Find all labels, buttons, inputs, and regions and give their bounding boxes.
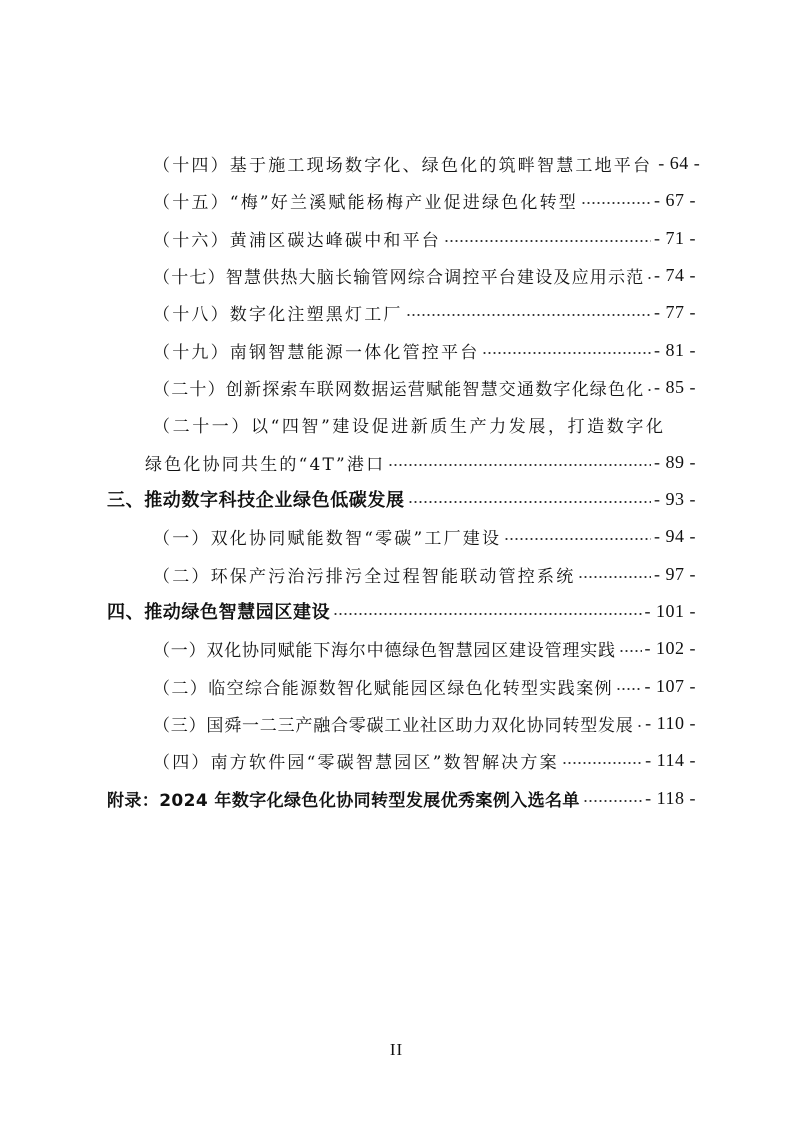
- toc-leader-dots: [578, 571, 651, 583]
- toc-entry-21-line1[interactable]: [153, 410, 696, 438]
- toc-entry-text: （一）双化协同赋能下海尔中德绿色智慧园区建设管理实践: [153, 640, 616, 661]
- toc-page-number: - 110 -: [645, 712, 696, 733]
- toc-section-4[interactable]: [107, 597, 696, 625]
- toc-entry-text: （十五）“梅”好兰溪赋能杨梅产业促进绿色化转型: [153, 192, 578, 213]
- toc-entry-text: （三）国舜一二三产融合零碳工业社区助力双化协同转型发展: [153, 715, 634, 736]
- footer-page-number: II: [389, 1040, 404, 1059]
- toc-page-number: - 93 -: [654, 488, 696, 509]
- toc-entry-text: （二十一）以“四智”建设促进新质生产力发展，打造数字化: [153, 416, 666, 437]
- toc-entry-text: （十九）南钢智慧能源一体化管控平台: [153, 342, 480, 363]
- toc-page-number: - 64 -: [658, 152, 701, 173]
- toc-entry-4-3[interactable]: [153, 709, 696, 737]
- toc-page-number: - 94 -: [654, 525, 696, 546]
- toc-entry-3-2[interactable]: [153, 560, 696, 588]
- toc-leader-dots: [333, 608, 641, 620]
- toc-page-number: - 97 -: [654, 563, 696, 584]
- toc-leader-dots: [583, 795, 642, 807]
- toc-page-number: - 102 -: [644, 637, 696, 658]
- toc-page-number: - 77 -: [654, 301, 696, 322]
- toc-leader-dots: [388, 459, 651, 471]
- toc-entry-3-1[interactable]: [153, 522, 696, 550]
- toc-leader-dots: [482, 347, 651, 359]
- toc-section-3[interactable]: [107, 485, 696, 513]
- toc-entry-text: 绿色化协同共生的“4T”港口: [145, 454, 386, 475]
- toc-leader-dots: [637, 720, 643, 732]
- toc-leader-dots: [444, 235, 651, 247]
- toc-entry-4-4[interactable]: [153, 746, 696, 774]
- toc-entry-text: （十七）智慧供热大脑长输管网综合调控平台建设及应用示范: [153, 267, 645, 288]
- toc-entry-text: （二）环保产污治污排污全过程智能联动管控系统: [153, 566, 576, 587]
- toc-entry-17[interactable]: [153, 261, 696, 289]
- toc-entry-4-1[interactable]: [153, 634, 696, 662]
- toc-entry-text: （二十）创新探索车联网数据运营赋能智慧交通数字化绿色化: [153, 379, 645, 400]
- toc-entry-16[interactable]: [153, 224, 696, 252]
- toc-leader-dots: [647, 272, 651, 284]
- toc-page-number: - 118 -: [645, 787, 696, 808]
- toc-entry-21-line2[interactable]: [145, 448, 696, 476]
- toc-leader-dots: [504, 533, 651, 545]
- toc-entry-text: （二）临空综合能源数智化赋能园区绿色化转型实践案例: [153, 678, 613, 699]
- toc-page-number: - 114 -: [645, 749, 696, 770]
- toc-page-number: - 74 -: [654, 264, 696, 285]
- toc-leader-dots: [581, 197, 651, 209]
- toc-entry-text: （四）南方软件园“零碳智慧园区”数智解决方案: [153, 752, 559, 773]
- toc-leader-dots: [647, 384, 651, 396]
- toc-entry-text: （一）双化协同赋能数智“零碳”工厂建设: [153, 528, 502, 549]
- toc-page-number: - 67 -: [654, 189, 696, 210]
- toc-entry-text: （十四）基于施工现场数字化、绿色化的筑畔智慧工地平台: [153, 155, 653, 176]
- toc-entry-19[interactable]: [153, 336, 696, 364]
- toc-leader-dots: [619, 645, 642, 657]
- toc-leader-dots: [406, 309, 651, 321]
- toc-page-number: - 107 -: [644, 675, 696, 696]
- toc-page-number: - 101 -: [644, 600, 696, 621]
- toc-entry-15[interactable]: [153, 186, 696, 214]
- toc-page-number: - 89 -: [654, 451, 696, 472]
- toc-section-title: 四、推动绿色智慧园区建设: [107, 602, 331, 623]
- toc-leader-dots: [408, 496, 651, 508]
- toc-section-title: 三、推动数字科技企业绿色低碳发展: [107, 490, 405, 511]
- toc-page-number: - 81 -: [654, 339, 696, 360]
- toc-leader-dots: [562, 757, 642, 769]
- toc-appendix[interactable]: [107, 784, 696, 812]
- toc-entry-14[interactable]: [153, 149, 701, 177]
- toc-page-number: - 71 -: [654, 227, 696, 248]
- toc-entry-18[interactable]: [153, 298, 696, 326]
- toc-entry-20[interactable]: [153, 373, 696, 401]
- toc-entry-text: （十八）数字化注塑黑灯工厂: [153, 304, 403, 325]
- toc-leader-dots: [616, 683, 642, 695]
- toc-appendix-title: 附录：2024 年数字化绿色化协同转型发展优秀案例入选名单: [107, 790, 580, 811]
- toc-page-number: - 85 -: [654, 376, 696, 397]
- toc-entry-text: （十六）黄浦区碳达峰碳中和平台: [153, 230, 441, 251]
- toc-entry-4-2[interactable]: [153, 672, 696, 700]
